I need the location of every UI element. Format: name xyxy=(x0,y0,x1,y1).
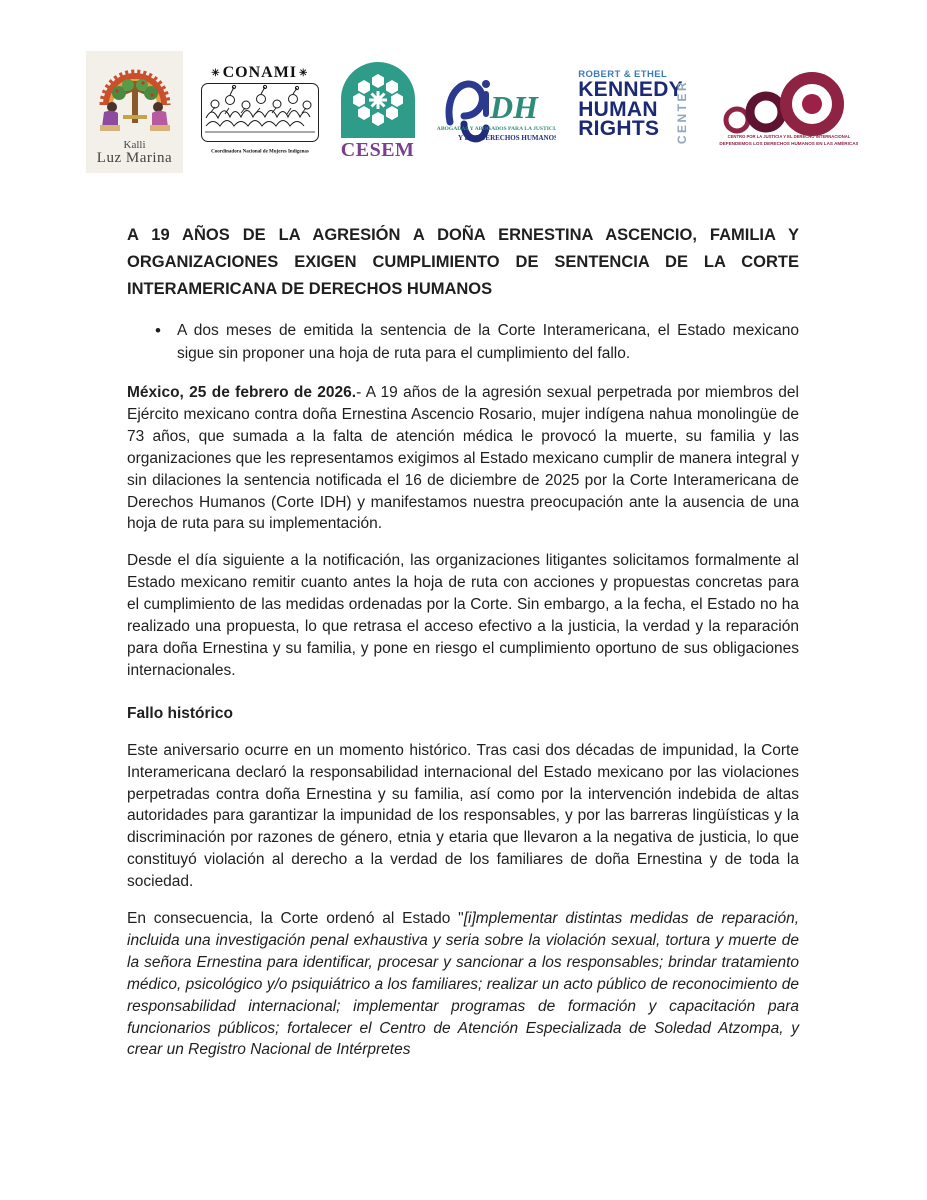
paragraph-2: Desde el día siguiente a la notificación, las organizaciones litigantes solicitamos formalmente al Estado mexicano remitir cuanto antes la hoja de ruta con acciones y propuestas concretas para el cumplimiento de las medidas ordenadas por la Corte. Sin embargo, a la fecha, el Estado no ha realizado una propuesta, lo que retrasa el acceso efectivo a la justicia, la verdad y la reparación para doña Ernestina y su familia, y pone en riesgo el cumplimiento oportuno de sus obligaciones internacionales. xyxy=(127,552,799,679)
rfk-human: HUMAN xyxy=(578,97,658,121)
logo-kalli-luz-marina xyxy=(86,51,183,173)
conami-title-text: CONAMI xyxy=(222,64,298,81)
paragraph-3: Este aniversario ocurre en un momento histórico. Tras casi dos décadas de impunidad, la Corte Interamericana declaró la responsabilidad internacional del Estado mexicano por las violaciones perpetradas contra doña Ernestina y su familia, así como por la intervención indebida de altas autoridades para garantizar la impunidad de los responsables, y por las barreras lingüísticas y la discriminación por razones de género, etnia y etaria que llevaron a la negativa de justicia, lo que constituyó violación al derecho a la verdad de los familiares de doña Ernestina y de toda la sociedad. xyxy=(127,741,799,891)
bullet-item xyxy=(155,319,799,365)
paragraph-4-quote: [i]mplementar distintas medidas de reparación, incluida una investigación penal exhaustiva y seria sobre la violación sexual, tortura y muerte de la señora Ernestina para identificar, procesar y sancionar a los responsables; brindar tratamiento médico, psicológico y/o psiquiátrico a los familiares; realizar un acto público de reconocimiento de responsabilidad internacional; implementar programas de formación y capacitación para funcionarios públicos; fortalecer el Centro de Atención Especializada de Soledad Atzompa, y crear un Registro Nacional de Intérpretes xyxy=(127,910,800,1059)
cejil-circles-icon xyxy=(716,68,858,152)
paragraph-1-dateline: México, 25 de febrero de 2026. xyxy=(127,384,357,401)
document-body xyxy=(127,222,799,1076)
ajdh-line2: Y LOS DERECHOS HUMANOS xyxy=(458,133,557,142)
document-title: A 19 AÑOS DE LA AGRESIÓN A DOÑA ERNESTINA ASCENCIO, FAMILIA Y ORGANIZACIONES EXIGEN CUMPLIMIENTO DE SENTENCIA DE LA CORTE INTERAMERICANA DE DERECHOS HUMANOS xyxy=(127,226,799,298)
conami-caption xyxy=(201,145,319,155)
conami-star-left-icon: ✳ xyxy=(211,67,221,79)
kalli-caption-line2: Luz Marina xyxy=(96,150,173,167)
bullet-text: A dos meses de emitida la sentencia de la Corte Interamericana, el Estado mexicano sigue sin proponer una hoja de ruta para el cumplimiento del fallo. xyxy=(176,322,799,362)
cesem-label: CESEM xyxy=(340,139,415,161)
paragraph-4-intro: En consecuencia, la Corte ordenó al Estado " xyxy=(127,910,464,928)
conami-illustration-box xyxy=(201,83,319,142)
logo-rfk-human-rights xyxy=(574,69,698,155)
kalli-caption-line1: Kalli xyxy=(123,138,146,151)
section-heading-fallo-historico: Fallo histórico xyxy=(127,704,233,722)
ajdh-monogram: DH xyxy=(490,88,539,125)
conami-caption-text: Coordinadora Nacional de Mujeres Indígenas xyxy=(210,149,309,155)
kalli-luz-marina-icon xyxy=(90,55,180,135)
rfk-top-line: ROBERT & ETHEL xyxy=(578,69,668,80)
bullet-marker: • xyxy=(155,321,161,340)
logo-header xyxy=(86,54,858,170)
conami-title xyxy=(201,64,319,82)
paragraph-4 xyxy=(127,908,799,1061)
ajdh-icon xyxy=(436,68,556,152)
logo-cejil xyxy=(716,68,858,157)
rfk-kennedy: KENNEDY xyxy=(578,78,683,101)
paragraph-1-body: - A 19 años de la agresión sexual perpetrada por miembros del Ejército mexicano contra doña Ernestina Ascencio Rosario, mujer indígena nahua monolingüe de 73 años, que sumada a la falta de atención médica le provocó la muerte, su familia y las organizaciones que les representamos exigimos al Estado mexicano cumplir de manera integral y sin dilaciones la sentencia notificada el 16 de diciembre de 2025 por la Corte Interamericana de Derechos Humanos (Corte IDH) y manifestamos nuestra preocupación ante la ausencia de una hoja de ruta para su implementación. xyxy=(127,384,799,533)
cejil-line1: CENTRO POR LA JUSTICIA Y EL DERECHO INTERNACIONAL xyxy=(727,133,851,139)
kalli-caption xyxy=(88,140,181,167)
rfk-rights: RIGHTS xyxy=(578,117,660,141)
paragraph-1 xyxy=(127,382,799,535)
conami-star-right-icon: ✳ xyxy=(299,67,309,79)
logo-ajdh xyxy=(436,68,556,157)
cejil-line2: DEFENDEMOS LOS DERECHOS HUMANOS EN LAS AMÉRICAS xyxy=(719,140,858,146)
ajdh-line1: ABOGADAS Y ABOGADOS PARA LA JUSTICIA xyxy=(437,125,557,132)
cesem-arch-icon xyxy=(341,62,415,138)
conami-crowd-icon xyxy=(203,84,317,136)
logo-conami xyxy=(201,64,319,160)
logo-cesem xyxy=(337,62,419,162)
rfk-center-vertical: CENTER xyxy=(675,79,690,145)
